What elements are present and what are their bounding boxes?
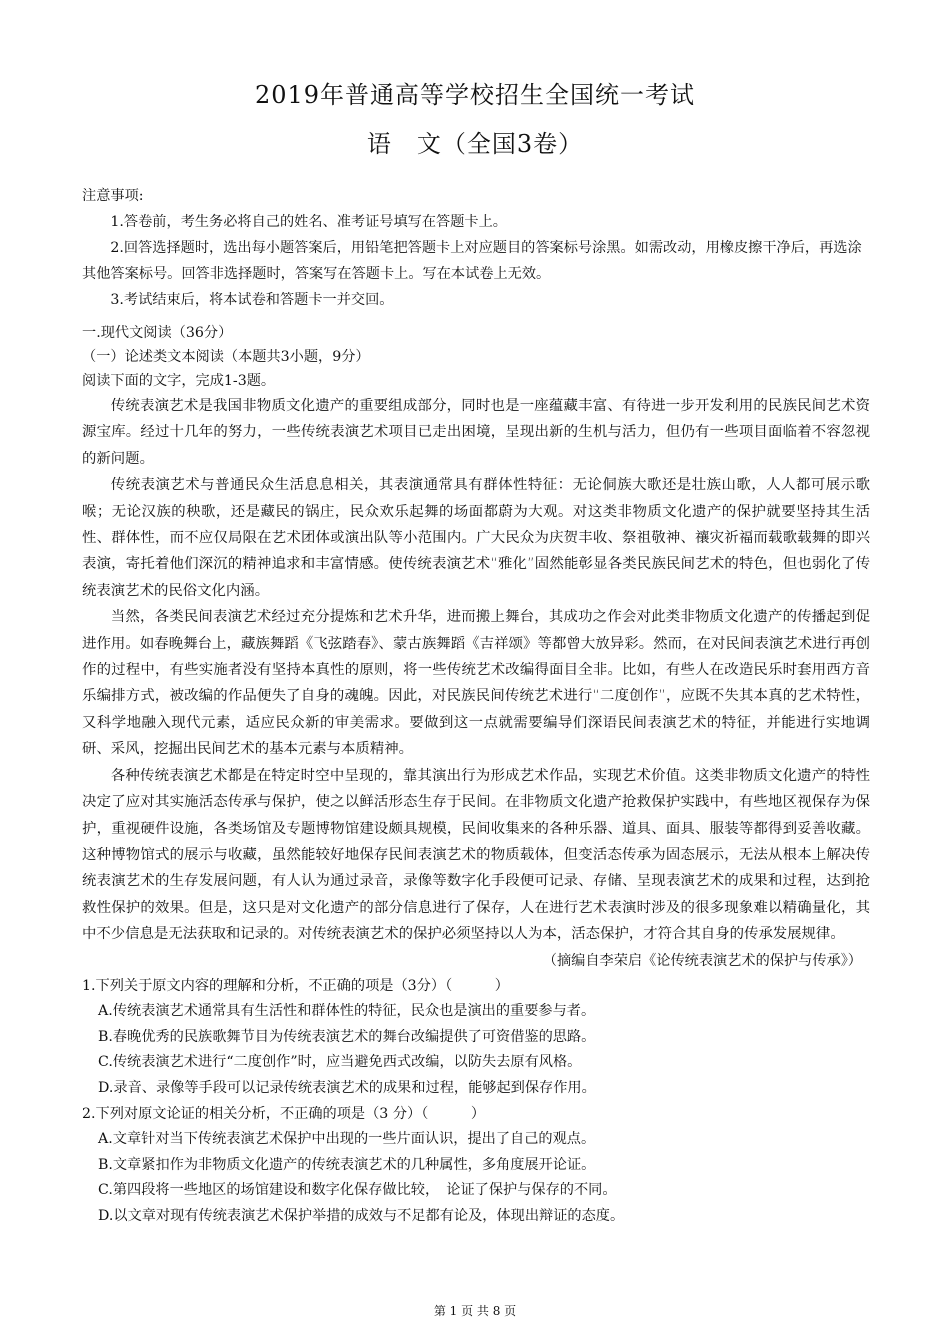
notice-item: 3.考试结束后，将本试卷和答题卡一并交回。 [110, 292, 394, 308]
question-option: D.录音、录像等手段可以记录传统表演艺术的成果和过程，能够起到保存作用。 [98, 1079, 596, 1096]
page-body [82, 183, 870, 1229]
question-1 [82, 974, 870, 1102]
question-option: C.传统表演艺术进行“二度创作”时，应当避免西式改编，以防失去原有风格。 [98, 1054, 582, 1071]
passage-paragraph: 当然，各类民间表演艺术经过充分提炼和艺术升华，进而搬上舞台，其成功之作会对此类非物质文化遗产的传播起到促进作用。如春晚舞台上，藏族舞蹈《飞弦踏春》、蒙古族舞蹈《吉祥颂》等都曾大放异彩。然而，在对民间表演艺术进行再创作的过程中，有些实施者没有坚持本真性的原则，将一些传统艺术改编得面目全非。比如，有些人在改造民乐时套用西方音乐编排方式，被改编的作品便失了自身的魂魄。因此，对民族民间传统艺术进行“二度创作”，应既不失其本真的艺术特性，又科学地融入现代元素，适应民众新的审美需求。要做到这一点就需要编导们深语民间表演艺术的特征，并能进行实地调研、采风，挖掘出民间艺术的基本元素与本质精神。 [82, 609, 870, 758]
notice-heading: 注意事项: [82, 188, 144, 204]
exam-subtitle: 语 文（全国3卷） [366, 130, 584, 158]
question-option: A.传统表演艺术通常具有生活性和群体性的特征，民众也是演出的重要参与者。 [98, 1003, 596, 1020]
passage-source: （摘编自李荣启《论传统表演艺术的保护与传承》） [542, 952, 862, 969]
notice-item: 2.回答选择题时，选出每小题答案后，用铅笔把答题卡上对应题目的答案标号涂黑。如需改动，用橡皮擦干净后，再选涂其他答案标号。回答非选择题时，答案写在答题卡上。写在本试卷上无效。 [82, 240, 862, 282]
question-2 [82, 1102, 870, 1230]
exam-title: 2019年普通高等学校招生全国统一考试 [254, 81, 696, 109]
notice-block [82, 183, 870, 313]
reading-passage [82, 393, 870, 948]
page-footer: 第 1 页 共 8 页 [433, 1304, 517, 1318]
passage-paragraph: 传统表演艺术是我国非物质文化遗产的重要组成部分，同时也是一座蕴藏丰富、有待进一步开发利用的民族民间艺术资源宝库。经过十几年的努力，一些传统表演艺术项目已走出困境，呈现出新的生机与活力，但仍有一些项目面临着不容忽视的新问题。 [82, 398, 870, 467]
notice-item: 1.答卷前，考生务必将自己的姓名、准考证号填写在答题卡上。 [110, 214, 507, 230]
question-option: C.第四段将一些地区的场馆建设和数字化保存做比较， 论证了保护与保存的不同。 [98, 1182, 617, 1199]
passage-paragraph: 各种传统表演艺术都是在特定时空中呈现的，靠其演出行为形成艺术作品，实现艺术价值。这类非物质文化遗产的特性决定了应对其实施活态传承与保护，使之以鲜活形态生存于民间。在非物质文化遗产抢救保护实践中，有些地区视保存为保护，重视硬件设施，各类场馆及专题博物馆建设颇具规模，民间收集来的各种乐器、道具、面具、服装等都得到妥善收藏。这种博物馆式的展示与收藏，虽然能较好地保存民间表演艺术的物质载体，但变活态传承为固态展示，无法从根本上解决传统表演艺术的生存发展问题，有人认为通过录音，录像等数字化手段便可记录、存储、呈现表演艺术的成果和过程，达到抢救性保护的效果。但是，这只是对文化遗产的部分信息进行了保存，人在进行艺术表演时涉及的很多现象难以精确量化，其中不少信息是无法获取和记录的。对传统表演艺术的保护必须坚持以人为本，活态保护，才符合其自身的传承发展规律。 [82, 767, 870, 943]
question-option: B.春晚优秀的民族歌舞节目为传统表演艺术的舞台改编提供了可资借鉴的思路。 [98, 1028, 596, 1045]
question-stem: 1.下列关于原文内容的理解和分析，不正确的项是（3分）（ ） [82, 977, 509, 994]
question-stem: 2.下列对原文论证的相关分析，不正确的项是（3 分）（ ） [82, 1105, 486, 1122]
question-option: D.以文章对现有传统表演艺术保护举措的成效与不足都有论及，体现出辩证的态度。 [98, 1207, 625, 1224]
subsection-heading: （一）论述类文本阅读（本题共3小题，9分） [82, 349, 370, 365]
section-heading: 一.现代文阅读（36分） [82, 325, 233, 341]
question-option: B.文章紧扣作为非物质文化遗产的传统表演艺术的几种属性，多角度展开论证。 [98, 1156, 596, 1173]
passage-paragraph: 传统表演艺术与普通民众生活息息相关，其表演通常具有群体性特征：无论侗族大歌还是壮族山歌，人人都可展示歌喉；无论汉族的秧歌，还是藏民的锅庄，民众欢乐起舞的场面都蔚为大观。对这类非物质文化遗产的保护就要坚持其生活性、群体性，而不应仅局限在艺术团体或演出队等小范围内。广大民众为庆贺丰收、祭祖敬神、禳灾祈福而载歌载舞的即兴表演，寄托着他们深沉的精神追求和丰富情感。使传统表演艺术“雅化”固然能彰显各类民族民间艺术的特色，但也弱化了传统表演艺术的民俗文化内涵。 [82, 477, 870, 599]
reading-instruction: 阅读下面的文字，完成1-3题。 [82, 373, 276, 389]
question-option: A.文章针对当下传统表演艺术保护中出现的一些片面认识，提出了自己的观点。 [98, 1131, 596, 1148]
